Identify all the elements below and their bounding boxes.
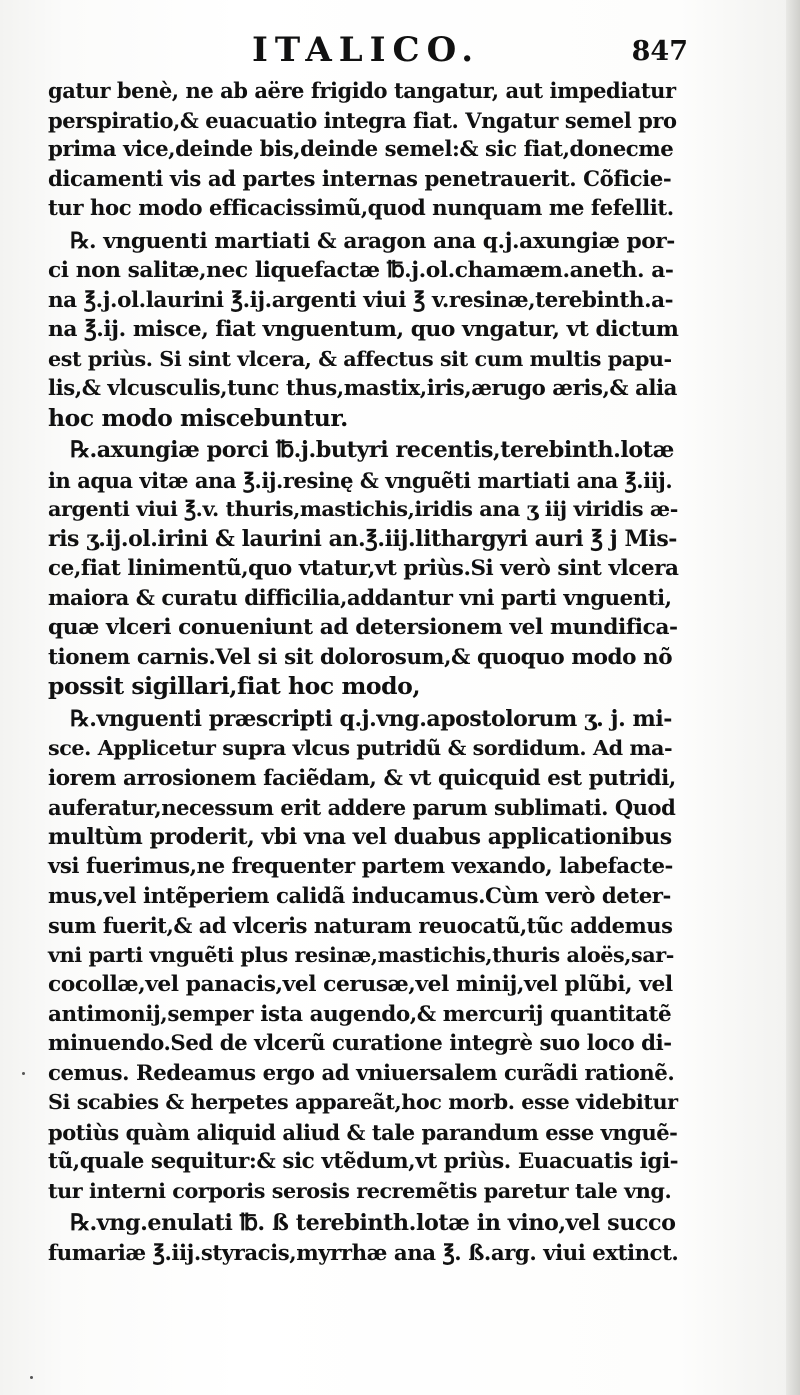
text-line: tionem carnis.Vel si sit dolorosum,& quoquo modo nõ bbox=[48, 644, 673, 670]
text-line: dicamenti vis ad partes internas penetrauerit. Cõficie- bbox=[48, 166, 672, 192]
text-line: multùm proderit, vbi vna vel duabus applicationibus bbox=[48, 823, 672, 850]
running-title: ITALICO. bbox=[252, 30, 481, 70]
page-header bbox=[0, 30, 800, 80]
text-line: lis,& vlcusculis,tunc thus,mastix,iris,ærugo æris,& alia bbox=[48, 376, 677, 401]
text-line: ℞. vnguenti martiati & aragon ana q.j.axungiæ por- bbox=[70, 228, 675, 254]
text-line: tũ,quale sequitur:& sic vtẽdum,vt priùs. Euacuatis igi- bbox=[48, 1149, 679, 1174]
text-line: perspiratio,& euacuatio integra fiat. Vngatur semel pro bbox=[48, 107, 677, 133]
text-line: ris ʒ.ij.ol.irini & laurini an.℥.iij.lithargyri auri ℥ j Mis- bbox=[48, 525, 677, 552]
text-line: quæ vlceri conueniunt ad detersionem vel mundifica- bbox=[48, 615, 678, 640]
text-line: hoc modo miscebuntur. bbox=[48, 403, 348, 432]
text-line: ℞.vnguenti præscripti q.j.vng.apostolorum ʒ. j. mi- bbox=[70, 705, 672, 732]
text-line: Si scabies & herpetes appareãt,hoc morb. esse videbitur bbox=[48, 1090, 678, 1114]
text-line: vni parti vnguẽti plus resinæ,mastichis,thuris aloës,sar- bbox=[48, 942, 674, 967]
text-line: cocollæ,vel panacis,vel cerusæ,vel minij,vel plũbi, vel bbox=[48, 972, 673, 997]
text-line: cemus. Redeamus ergo ad vniuersalem curãdi rationẽ. bbox=[48, 1060, 675, 1086]
text-line: minuendo.Sed de vlcerũ curatione integrè suo loco di- bbox=[48, 1031, 672, 1056]
text-line: est priùs. Si sint vlcera, & affectus sit cum multis papu- bbox=[48, 346, 672, 371]
text-line: vsi fuerimus,ne frequenter partem vexando, labefacte- bbox=[48, 854, 673, 879]
text-line: na ℥.ij. misce, fiat vnguentum, quo vngatur, vt dictum bbox=[48, 317, 679, 342]
text-line: sum fuerit,& ad vlceris naturam reuocatũ,tũc addemus bbox=[48, 913, 673, 938]
text-line: maiora & curatu difficilia,addantur vni parti vnguenti, bbox=[48, 585, 672, 611]
text-line: antimonij,semper ista augendo,& mercurij quantitatẽ bbox=[48, 1001, 672, 1027]
text-line: auferatur,necessum erit addere parum sublimati. Quod bbox=[48, 795, 676, 820]
text-line: mus,vel intẽperiem calidã inducamus.Cùm verò deter- bbox=[48, 883, 671, 909]
text-line: sce. Applicetur supra vlcus putridũ & sordidum. Ad ma- bbox=[48, 736, 673, 760]
text-line: tur hoc modo efficacissimũ,quod nunquam me fefellit. bbox=[48, 196, 674, 221]
text-line: possit sigillari,fiat hoc modo, bbox=[48, 672, 421, 700]
text-line: iorem arrosionem faciẽdam, & vt quicquid est putridi, bbox=[48, 765, 676, 791]
text-line: argenti viui ℥.v. thuris,mastichis,iridis ana ʒ iij viridis æ- bbox=[48, 497, 678, 521]
body-text bbox=[48, 76, 678, 1268]
page-number: 847 bbox=[631, 36, 688, 67]
text-line: prima vice,deinde bis,deinde semel:& sic fiat,donecme bbox=[48, 137, 674, 162]
text-line: ℞.axungiæ porci ℔.j.butyri recentis,terebinth.lotæ bbox=[70, 437, 674, 463]
text-line: fumariæ ℥.iij.styracis,myrrhæ ana ℥. ß.arg. viui extinct. bbox=[48, 1240, 679, 1266]
text-line: na ℥.j.ol.laurini ℥.ij.argenti viui ℥ v.resinæ,terebinth.a- bbox=[48, 287, 674, 313]
text-line: in aqua vitæ ana ℥.ij.resinę & vnguẽti martiati ana ℥.iij. bbox=[48, 467, 673, 493]
text-line: ce,fiat linimentũ,quo vtatur,vt priùs.Si verò sint vlcera bbox=[48, 556, 679, 581]
page-edge-shadow bbox=[786, 0, 800, 1395]
text-line: potiùs quàm aliquid aliud & tale parandum esse vnguẽ- bbox=[48, 1119, 678, 1145]
text-line: ci non salitæ,nec liquefactæ ℔.j.ol.chamæm.aneth. a- bbox=[48, 258, 674, 283]
text-line: gatur benè, ne ab aëre frigido tangatur, aut impediatur bbox=[48, 78, 676, 103]
text-line: ℞.vng.enulati ℔. ß terebinth.lotæ in vino,vel succo bbox=[70, 1210, 676, 1236]
text-line: tur interni corporis serosis recremẽtis paretur tale vng. bbox=[48, 1178, 672, 1203]
